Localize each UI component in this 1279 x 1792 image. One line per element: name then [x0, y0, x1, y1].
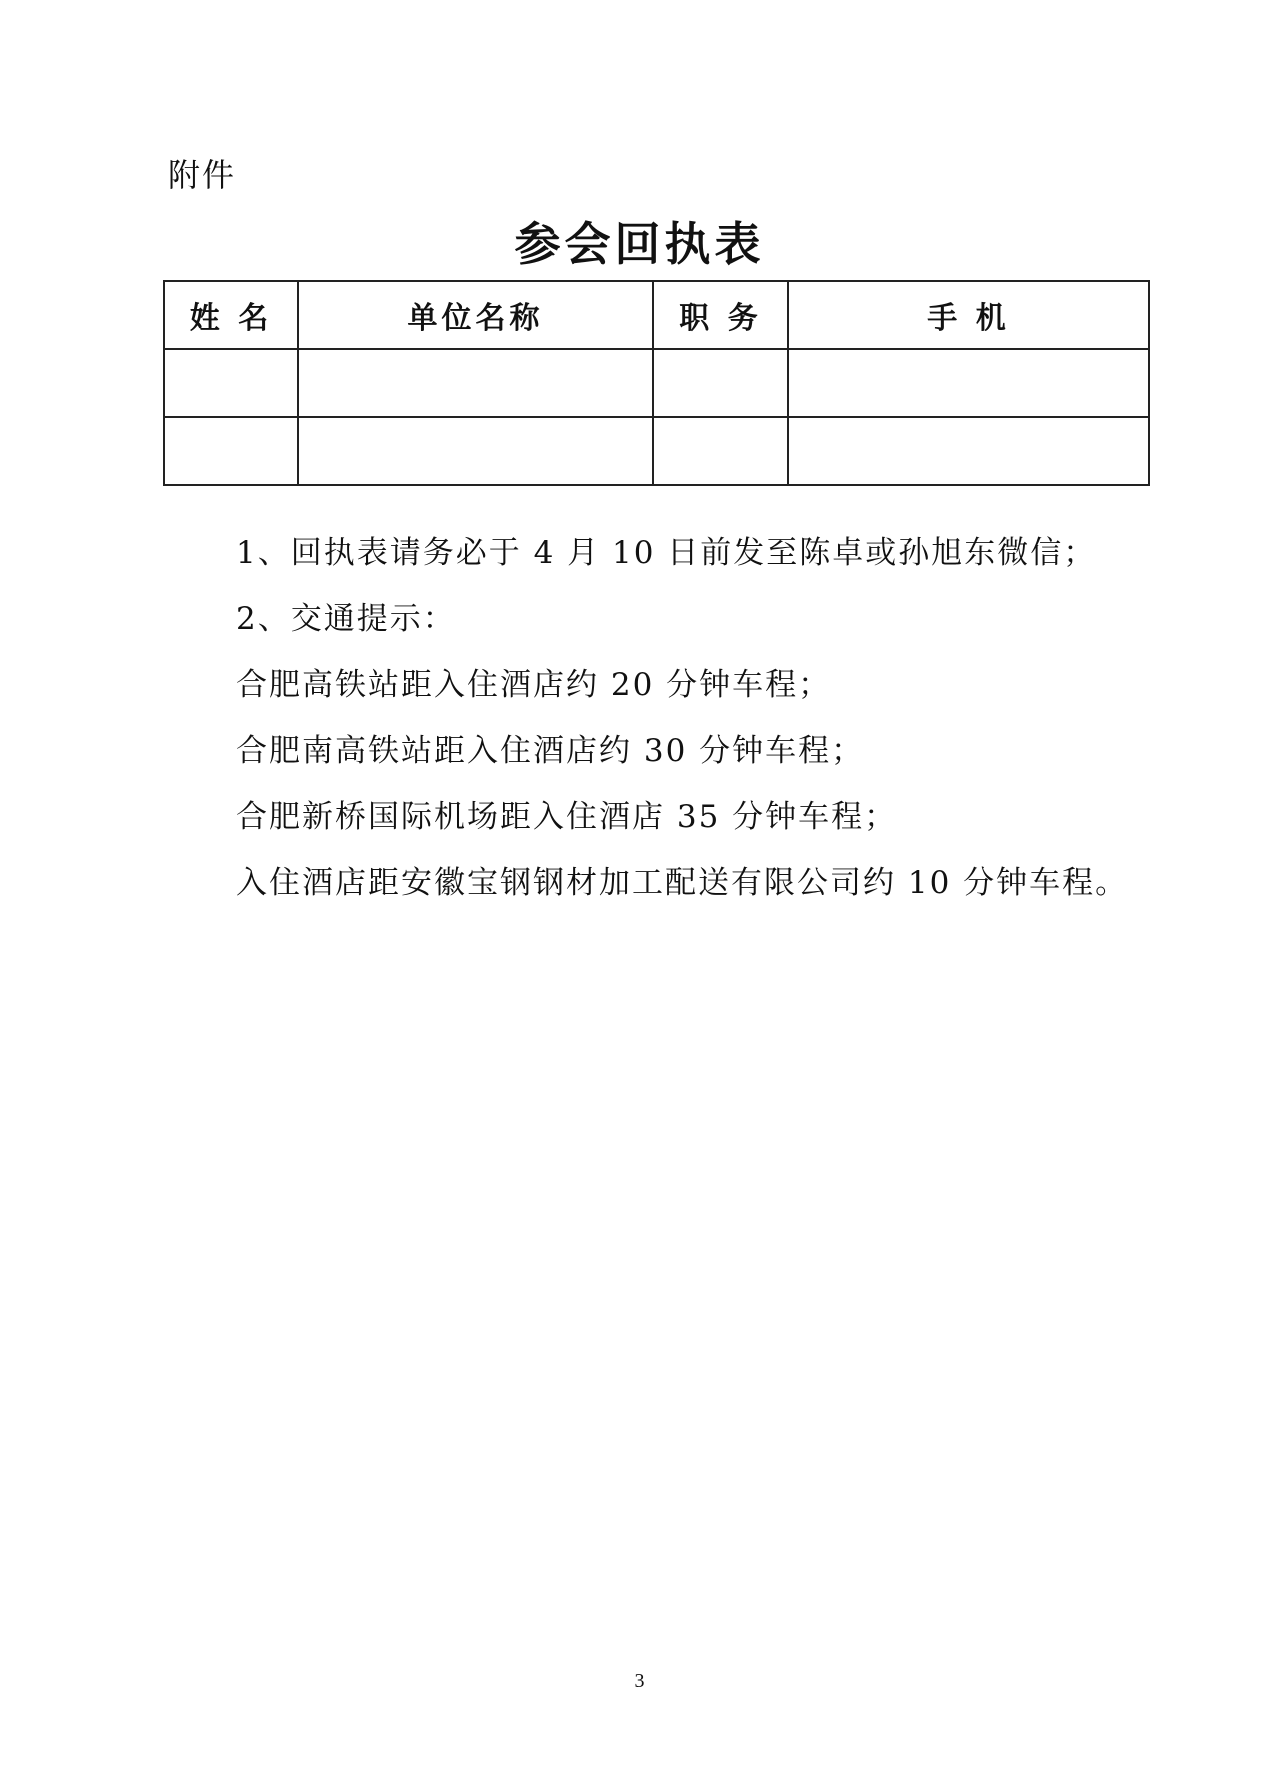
- page-number: 3: [634, 1670, 645, 1692]
- page-title: 参会回执表: [514, 217, 765, 271]
- header-mobile: 手 机: [788, 281, 1149, 349]
- note-deadline: 1、回执表请务必于 4 月 10 日前发至陈卓或孙旭东微信；: [236, 535, 1097, 571]
- note-hotel-to-company: 入住酒店距安徽宝钢钢材加工配送有限公司约 10 分钟车程。: [236, 865, 1129, 901]
- table-cell-unit-name: [298, 349, 653, 417]
- table-row: [164, 417, 1149, 485]
- attachment-label: 附件: [168, 156, 237, 194]
- table-cell-mobile: [788, 349, 1149, 417]
- header-name: 姓 名: [164, 281, 298, 349]
- table-cell-position: [653, 417, 788, 485]
- notes-section: [236, 530, 1176, 926]
- header-position: 职 务: [653, 281, 788, 349]
- table-cell-name: [164, 349, 298, 417]
- note-hefei-station: 合肥高铁站距入住酒店约 20 分钟车程；: [236, 667, 832, 703]
- header-unit-name: 单位名称: [298, 281, 653, 349]
- table-cell-position: [653, 349, 788, 417]
- table-row: [164, 349, 1149, 417]
- table-cell-unit-name: [298, 417, 653, 485]
- note-xinqiao-airport: 合肥新桥国际机场距入住酒店 35 分钟车程；: [236, 799, 898, 835]
- note-hefei-south-station: 合肥南高铁站距入住酒店约 30 分钟车程；: [236, 733, 865, 769]
- table-cell-name: [164, 417, 298, 485]
- attendance-receipt-table: [163, 280, 1150, 486]
- table-cell-mobile: [788, 417, 1149, 485]
- note-transport-heading: 2、交通提示：: [236, 601, 456, 637]
- table-header-row: [164, 281, 1149, 349]
